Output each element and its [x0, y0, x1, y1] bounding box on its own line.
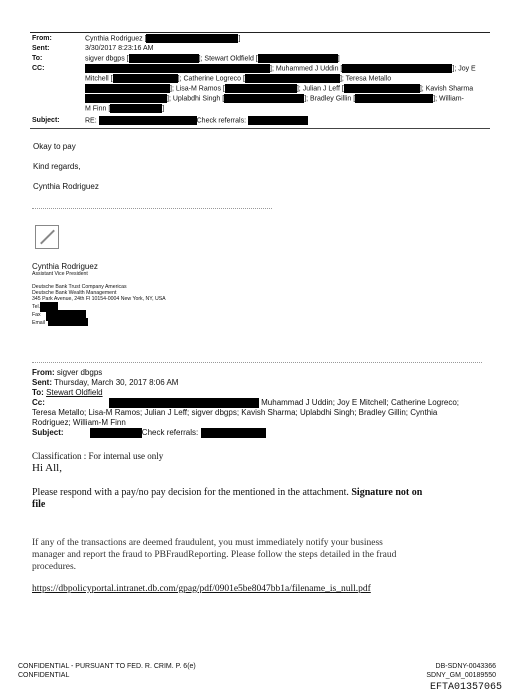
redaction — [85, 84, 170, 93]
body-line-3: Cynthia Rodriguez — [33, 182, 99, 191]
to-label: To: — [32, 55, 43, 62]
subject-prefix: RE: — [85, 117, 97, 125]
paragraph-1-bold: Signature not on — [351, 487, 423, 498]
redaction — [85, 94, 167, 103]
cc-label: CC: — [32, 65, 45, 72]
email2-sent-value: Thursday, March 30, 2017 8:06 AM — [54, 378, 179, 387]
signature-separator — [32, 208, 272, 209]
greeting-text: Hi All, — [32, 462, 62, 474]
cc-text: Mitchell [ — [85, 75, 113, 83]
subject-text: Check referrals: — [196, 117, 247, 125]
paragraph-1-text: Please respond with a pay/no pay decision for the mentioned in the attachment. — [32, 487, 349, 498]
redaction — [342, 64, 452, 73]
cc-line-3 — [85, 84, 495, 93]
cc-text: M Finn [ — [85, 105, 111, 113]
email2-to-value: Stewart Oldfield — [46, 388, 103, 397]
footer-confidential-1: CONFIDENTIAL - PURSUANT TO FED. R. CRIM. P. 6(e) — [18, 663, 196, 670]
paragraph-2-line-2: manager and report the fraud to PBFraudReporting. Please follow the steps detailed in the fraud — [32, 550, 397, 560]
paragraph-2 — [32, 537, 482, 573]
footer-bates-2: SDNY_GM_00189550 — [426, 672, 496, 679]
email2-subject-text: Check referrals: — [141, 428, 199, 438]
email2-to-label: To: — [32, 388, 44, 397]
reply-separator — [32, 362, 482, 363]
paragraph-1-bold-2: file — [32, 499, 46, 510]
footer-bates-1: DB-SDNY-0043366 — [435, 663, 496, 670]
signature-title: Assistant Vice President — [32, 271, 88, 277]
cc-text: ]; William- — [433, 95, 464, 103]
email2-sent-label: Sent: — [32, 378, 52, 387]
redaction — [146, 34, 238, 43]
redaction — [344, 84, 420, 93]
deutsche-bank-logo — [35, 225, 59, 249]
redaction — [99, 116, 197, 125]
redaction — [248, 116, 308, 125]
email2-from-label: From: — [32, 368, 55, 377]
cc-text: ]; Julian J Leff [ — [296, 85, 344, 93]
email2-cc-line-1: Muhammad J Uddin; Joy E Mitchell; Catherine Logreco; — [261, 398, 459, 408]
cc-text: ]; Joy E — [452, 65, 476, 73]
signature-email — [32, 320, 45, 327]
redaction — [85, 64, 270, 73]
classification-text: Classification : For internal use only — [32, 451, 164, 461]
footer-left — [18, 662, 196, 680]
header-bottom-rule — [30, 128, 490, 129]
signature-address: 345 Park Avenue, 24th Fl 10154-0004 New York, NY, USA — [32, 296, 166, 302]
email2-cc-block — [32, 398, 492, 428]
email2-cc-label: Cc: — [32, 398, 45, 408]
redaction — [355, 94, 433, 103]
subject-value — [85, 116, 308, 125]
signature-company-2: Deutsche Bank Wealth Management — [32, 290, 117, 296]
subject-label: Subject: — [32, 117, 60, 124]
cc-line-2 — [85, 74, 495, 83]
email2-subject-row — [32, 428, 266, 438]
from-name: Cynthia Rodriguez [ — [85, 35, 147, 43]
redaction — [48, 318, 88, 326]
sent-value: 3/30/2017 8:23:16 AM — [85, 45, 154, 52]
footer-confidential-2: CONFIDENTIAL — [18, 672, 70, 679]
redaction — [109, 398, 259, 408]
sent-label: Sent: — [32, 45, 50, 52]
cc-text: ]; Muhammed J Uddin [ — [270, 65, 343, 73]
cc-text: ]; Kavish Sharma — [419, 85, 474, 93]
redaction — [224, 94, 304, 103]
to-name-2: ]; Stewart Oldfield [ — [198, 55, 258, 63]
cc-text: ] — [162, 105, 165, 113]
body-line-1: Okay to pay — [33, 142, 76, 151]
header-top-rule — [30, 32, 490, 33]
email2-subject-label: Subject: — [32, 428, 64, 438]
fax-label: Fax — [32, 312, 41, 318]
signature-name: Cynthia Rodriguez — [32, 262, 98, 271]
paragraph-2-line-1: If any of the transactions are deemed fraudulent, you must immediately notify your business — [32, 538, 383, 548]
signature-company-1: Deutsche Bank Trust Company Americas — [32, 284, 127, 290]
to-name-1: sigver dbgps [ — [85, 55, 129, 63]
body-line-2: Kind regards, — [33, 162, 81, 171]
email2-cc-row-2: Teresa Metallo; Lisa-M Ramos; Julian J Leff; sigver dbgps; Kavish Sharma; Uplabdhi Singh; Bradley Gillin; Cynthia — [32, 408, 438, 417]
email2-from-value: sigver dbgps — [56, 368, 103, 377]
email2-header — [32, 368, 178, 398]
to-value: sigver dbgps [ ]; Stewart Oldfield [ ] — [85, 55, 340, 63]
email2-cc-row-3: Rodriguez; William-M Finn — [32, 418, 126, 427]
email2-cc-row — [32, 398, 492, 408]
redaction — [245, 74, 340, 83]
signature-fax — [32, 312, 41, 319]
redaction — [113, 74, 178, 83]
redaction — [258, 54, 338, 63]
redaction — [201, 428, 266, 438]
cc-text: ]; Bradley Gillin [ — [304, 95, 356, 103]
policy-portal-link[interactable]: https://dbpolicyportal.intranet.db.com/gpag/pdf/0901e5be8047bb1a/filename_is_null.pdf — [32, 584, 371, 594]
cc-text: ]; Lisa-M Ramos [ — [170, 85, 225, 93]
cc-text: ]; Teresa Metallo — [339, 75, 392, 83]
email2-from-row — [32, 368, 178, 378]
cc-line-1 — [85, 64, 495, 73]
tel-label: Tel. — [32, 304, 41, 310]
redaction — [129, 54, 199, 63]
email2-sent-row — [32, 378, 178, 388]
email-label: Email — [32, 320, 45, 326]
footer-right — [426, 662, 496, 680]
cc-text: ]; Uplabdhi Singh [ — [167, 95, 225, 103]
paragraph-2-line-3: procedures. — [32, 562, 77, 572]
cc-line-5 — [85, 104, 164, 113]
paragraph-1 — [32, 487, 482, 511]
cc-line-4 — [85, 94, 495, 103]
signature-tel — [32, 304, 40, 311]
efta-number: EFTA01357065 — [429, 682, 502, 693]
email2-to-row — [32, 388, 178, 398]
from-label: From: — [32, 35, 52, 42]
from-value: Cynthia Rodriguez [ ] — [85, 35, 241, 43]
redaction — [225, 84, 297, 93]
redaction — [110, 104, 165, 113]
cc-text: ]; Catherine Logreco [ — [177, 75, 245, 83]
redaction — [90, 428, 142, 438]
